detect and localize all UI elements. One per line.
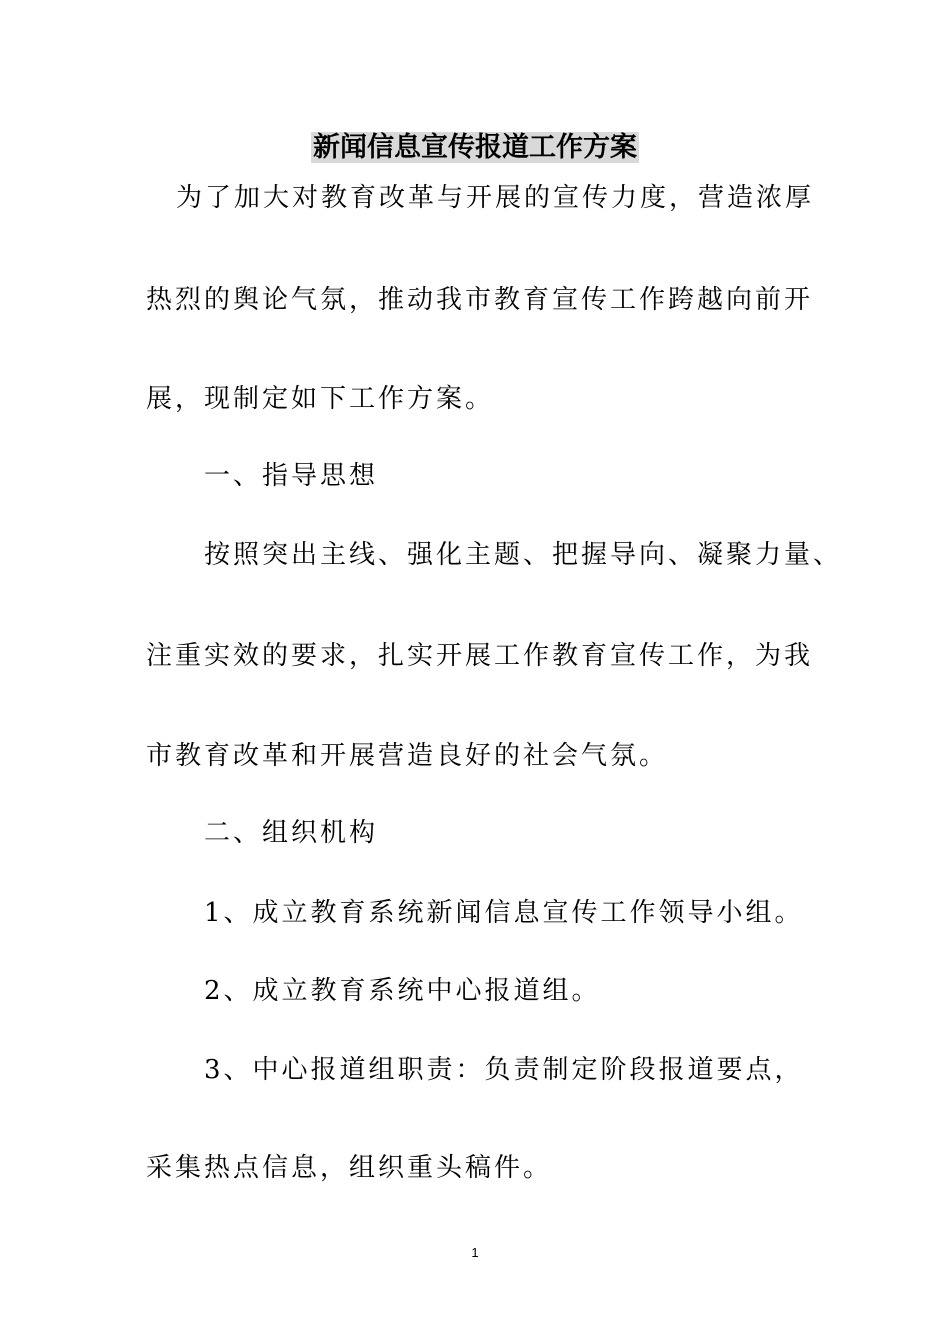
- paragraph-line: 展，现制定如下工作方案。: [146, 384, 495, 414]
- list-item: 2、成立教育系统中心报道组。: [204, 976, 601, 1006]
- list-item: 3、中心报道组职责：负责制定阶段报道要点，: [204, 1055, 804, 1085]
- paragraph-line: 为了加大对教育改革与开展的宣传力度，营造浓厚: [176, 183, 815, 213]
- section-heading: 一、指导思想: [204, 461, 379, 491]
- document-title-text: 新闻信息宣传报道工作方案: [313, 132, 637, 163]
- page-number: 1: [471, 1245, 479, 1260]
- section-heading: 二、组织机构: [204, 818, 379, 848]
- paragraph-line: 市教育改革和开展营造良好的社会气氛。: [146, 741, 669, 771]
- paragraph-line: 按照突出主线、强化主题、把握导向、凝聚力量、: [204, 540, 843, 570]
- list-item: 1、成立教育系统新闻信息宣传工作领导小组。: [204, 898, 804, 928]
- paragraph-line: 热烈的舆论气氛，推动我市教育宣传工作跨越向前开: [146, 285, 814, 315]
- paragraph-line: 注重实效的要求，扎实开展工作教育宣传工作，为我: [146, 641, 814, 671]
- paragraph-line: 采集热点信息，组织重头稿件。: [146, 1153, 553, 1183]
- document-title: [0, 128, 950, 168]
